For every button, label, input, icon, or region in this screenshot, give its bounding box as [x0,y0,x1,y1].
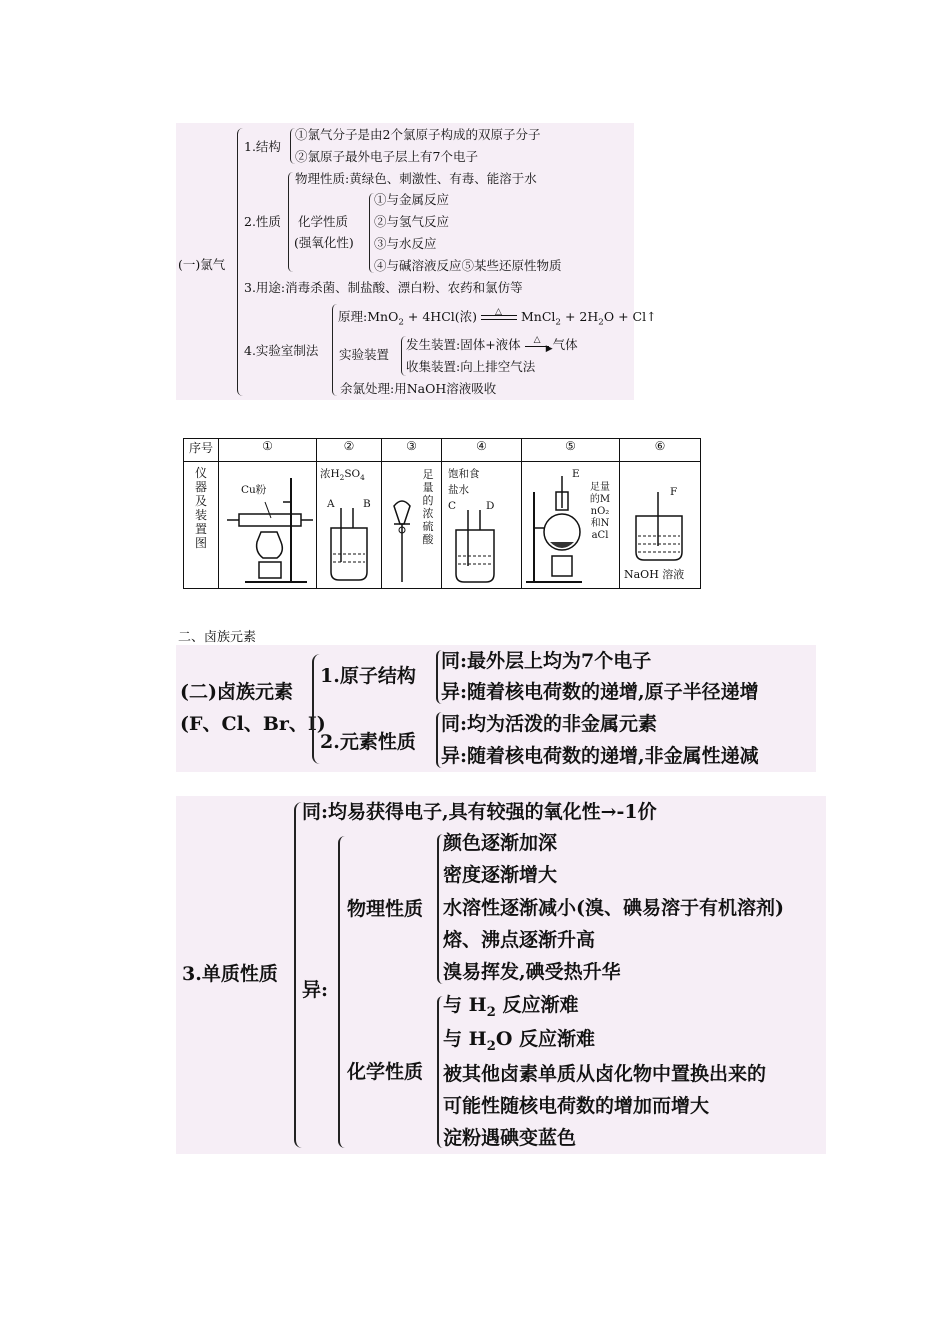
port-e-label: E [572,468,580,480]
diff-brace [338,836,345,1148]
port-d-label: D [486,500,495,512]
port-f-label: F [670,486,678,498]
chem-item-displacement-1: 被其他卤素单质从卤化物中置换出来的 [443,1063,767,1085]
chem-item-h2: 与 $H_2$ 反应渐难 [443,994,579,1020]
simple-diff-label: 异: [302,979,329,1001]
generator-line [406,334,578,354]
halogen-root-1: (二)卤族元素 [180,681,293,703]
chem-item-starch: 淀粉遇碘变蓝色 [443,1127,577,1149]
physical-item-3: 水溶性逐渐减小(溴、碘易溶于有机溶剂) [443,897,784,919]
atomic-same: 同:最外层上均为7个电子 [441,650,652,672]
header-col-3: ③ [382,439,442,462]
collector-line: 收集装置:向上排空气法 [406,359,536,374]
apparatus-4 [442,462,522,589]
table-image-row [184,462,701,589]
port-c-label: C [448,500,457,512]
chem-item-h2o: 与 $H_2O$ 反应渐难 [443,1028,596,1054]
principle-end: O + Cl↑ [603,309,657,324]
properties-label: 2.性质 [244,214,281,229]
saline-label-1: 饱和食 [448,468,480,480]
reaction-arrow: △ [481,313,517,323]
chlorine-main-brace [237,128,244,396]
halogen-main-brace [312,654,320,764]
halogen-root-2: (F、Cl、Br、I) [180,713,326,735]
structure-item-2: ②氯原子最外电子层上有7个电子 [295,149,478,164]
apparatus-1 [219,462,317,589]
generator-end: 气体 [552,337,578,352]
chemical-label-2: (强氧化性) [294,235,354,250]
equipment-table [183,438,701,589]
apparatus-label: 实验装置 [339,347,390,362]
port-a-label: A [327,498,335,510]
conc-acid-label: 足量的浓硫酸 [422,468,434,546]
element-diff: 异:随着核电荷数的递增,非金属性递减 [441,745,759,767]
section-title-halogens: 二、卤族元素 [178,630,257,645]
lab-brace [332,304,337,396]
physical-item-2: 密度逐渐增大 [443,864,558,886]
principle-mncl2: MnCl [520,309,556,324]
physical-item-5: 溴易挥发,碘受热升华 [443,961,621,983]
element-same: 同:均为活泼的非金属元素 [441,713,658,735]
apparatus-3 [382,462,442,589]
dropping-funnel-drawing [382,462,422,588]
naoh-solution-label: NaOH 溶液 [624,568,685,581]
simple-same: 同:均易获得电子,具有较强的氧化性→-1价 [302,801,657,823]
physical-label: 物理性质 [347,898,424,920]
header-col-2: ② [317,439,382,462]
apparatus-2 [317,462,382,589]
chlorine-root: (一)氯气 [178,257,226,272]
port-b-label: B [363,498,371,510]
principle-hcl: + 4HCl(浓) [407,309,478,324]
chemical-item-2: ②与氢气反应 [374,214,450,229]
apparatus-5 [522,462,620,589]
header-col-1: ① [219,439,317,462]
uses-line: 3.用途:消毒杀菌、制盐酸、漂白粉、农药和氯仿等 [244,280,523,295]
mno2-nacl-label: 足量的MnO₂和NaCl [589,482,611,541]
header-col-5: ⑤ [522,439,620,462]
saline-label-2: 盐水 [448,484,469,496]
waste-line: 余氯处理:用NaOH溶液吸收 [340,381,497,396]
table-header-row [184,439,701,462]
physical-item-1: 颜色逐渐加深 [443,832,558,854]
chem-item-displacement-2: 可能性随核电荷数的增加而增大 [443,1095,710,1117]
header-col-4: ④ [442,439,522,462]
header-cell: 序号 [184,439,219,462]
cu-powder-label: Cu粉 [241,484,267,496]
chemical-item-3: ③与水反应 [374,236,437,251]
chemical-label-1: 化学性质 [298,214,349,229]
element-property-label: 2.元素性质 [320,731,416,753]
lab-label: 4.实验室制法 [244,343,319,358]
tube-furnace-drawing [219,462,315,588]
naoh-bottle-drawing [620,462,698,566]
conc-h2so4-label: 浓$H_2SO_4$ [320,468,365,483]
chemical-label: 化学性质 [347,1061,424,1083]
principle-h2o: + 2H [564,309,599,324]
row-label: 仪器及装置图 [194,466,207,550]
chemical-item-4: ④与碱溶液反应⑤某些还原性物质 [374,258,562,273]
structure-label: 1.结构 [244,139,281,154]
round-flask-drawing [522,462,590,588]
chemical-item-1: ①与金属反应 [374,192,450,207]
simple-main-brace [294,802,302,1148]
row-label-cell [184,462,219,589]
principle-label: 原理: [338,309,368,324]
header-col-6: ⑥ [620,439,701,462]
generator-text: 发生装置:固体+液体 [406,337,521,352]
physical-item-4: 熔、沸点逐渐升高 [443,929,596,951]
atomic-structure-label: 1.原子结构 [320,665,416,687]
principle-line: 原理:MnO$_2$ + 4HCl(浓) △ MnCl$_2$ + $2H_2O$ + Cl↑ [338,306,657,328]
physical-properties: 物理性质:黄绿色、刺激性、有毒、能溶于水 [295,171,537,186]
apparatus-6 [620,462,701,589]
atomic-diff: 异:随着核电荷数的递增,原子半径递增 [441,681,759,703]
simple-root: 3.单质性质 [182,963,278,985]
structure-item-1: ①氯气分子是由2个氯原子构成的双原子分子 [295,127,541,142]
principle-mno2: MnO [367,309,399,324]
heat-arrow: ▶ △ [525,341,553,351]
properties-brace [288,172,293,272]
